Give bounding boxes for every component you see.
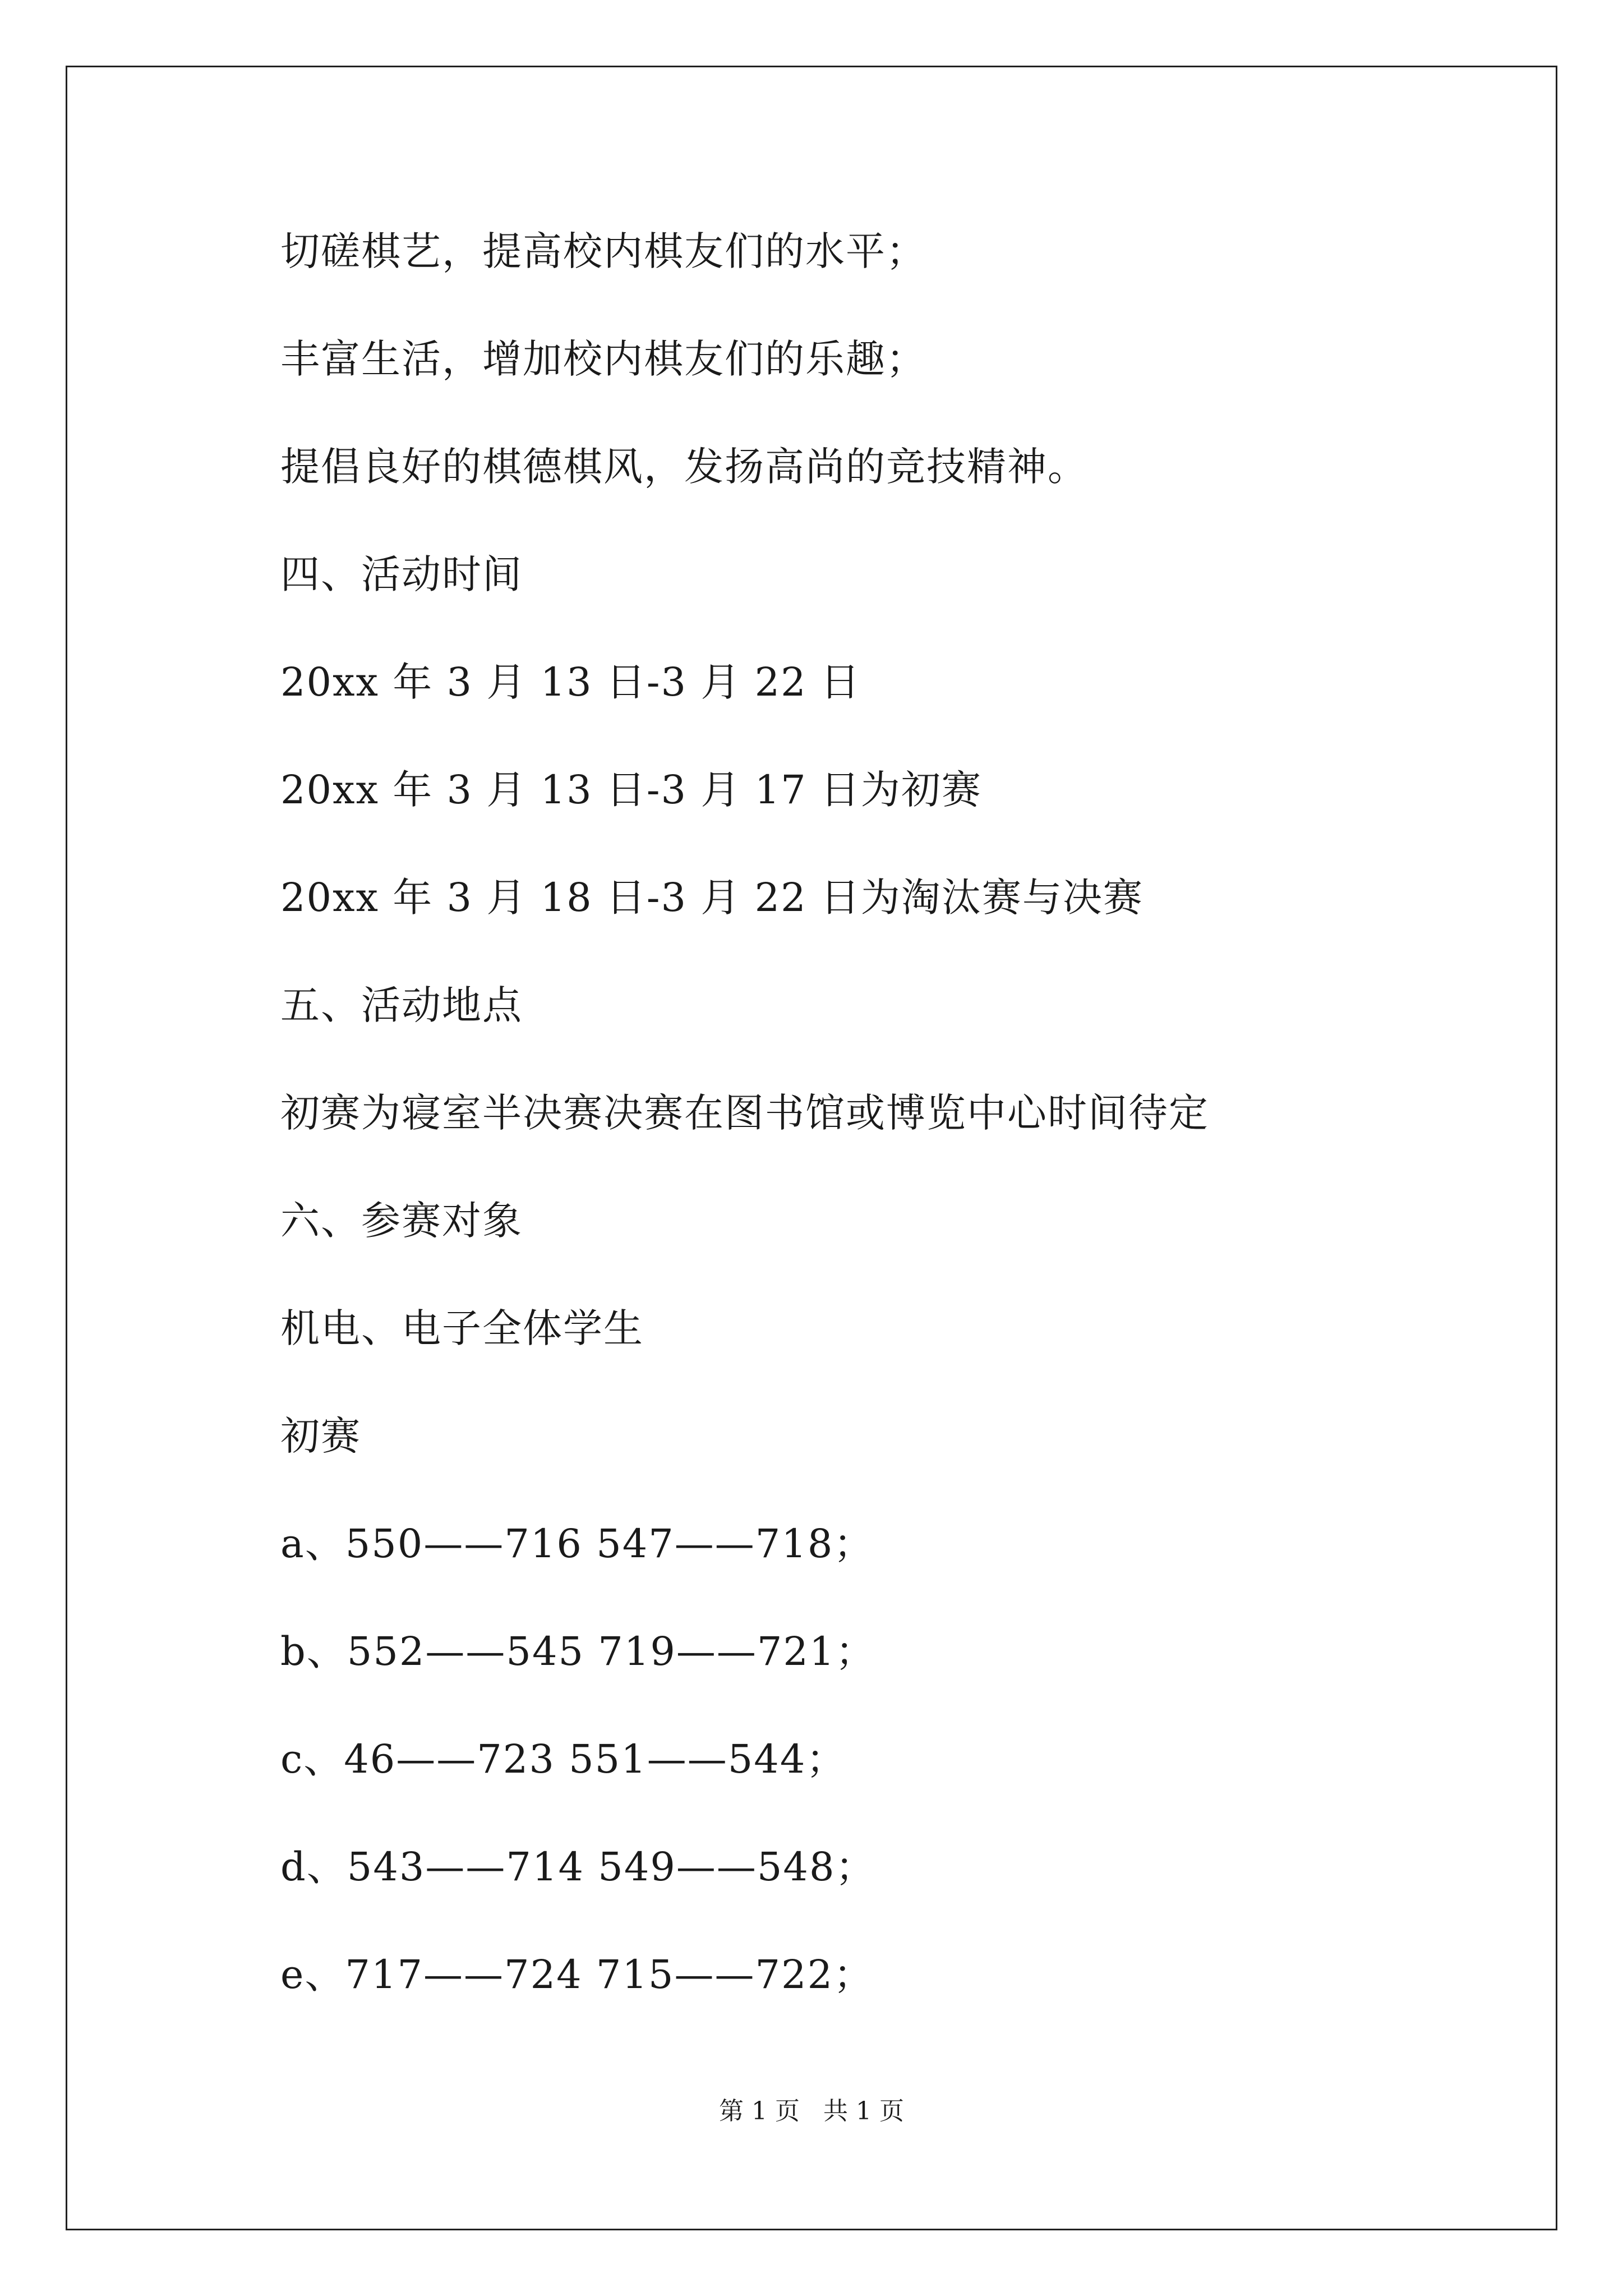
section-heading: 六、参赛对象 [280, 1198, 523, 1244]
page-footer: 第 1 页 共 1 页 [719, 2097, 904, 2125]
paragraph-line: 20xx 年 3 月 13 日-3 月 22 日 [280, 659, 861, 705]
section-heading: 四、活动时间 [280, 551, 523, 597]
paragraph-line: 机电、电子全体学生 [280, 1305, 644, 1351]
match-line: d、543——714 549——548； [280, 1844, 876, 1890]
document-body [280, 224, 1514, 2055]
paragraph-line: 提倡良好的棋德棋风，发扬高尚的竞技精神。 [280, 444, 1088, 490]
paragraph-line: 丰富生活，增加校内棋友们的乐趣； [280, 336, 926, 382]
paragraph-line: 20xx 年 3 月 13 日-3 月 17 日为初赛 [280, 767, 982, 813]
paragraph-line: 20xx 年 3 月 18 日-3 月 22 日为淘汰赛与决赛 [280, 875, 1144, 921]
match-line: e、717——724 715——722； [280, 1952, 874, 1998]
paragraph-line: 初赛 [280, 1413, 361, 1459]
paragraph-line: 切磋棋艺，提高校内棋友们的水平； [280, 228, 926, 274]
match-line: a、550——716 547——718； [280, 1521, 874, 1567]
match-line: c、46——723 551——544； [280, 1736, 847, 1782]
paragraph-line: 初赛为寝室半决赛决赛在图书馆或博览中心时间待定 [280, 1090, 1209, 1136]
match-line: b、552——545 719——721； [280, 1628, 876, 1674]
section-heading: 五、活动地点 [280, 982, 523, 1028]
